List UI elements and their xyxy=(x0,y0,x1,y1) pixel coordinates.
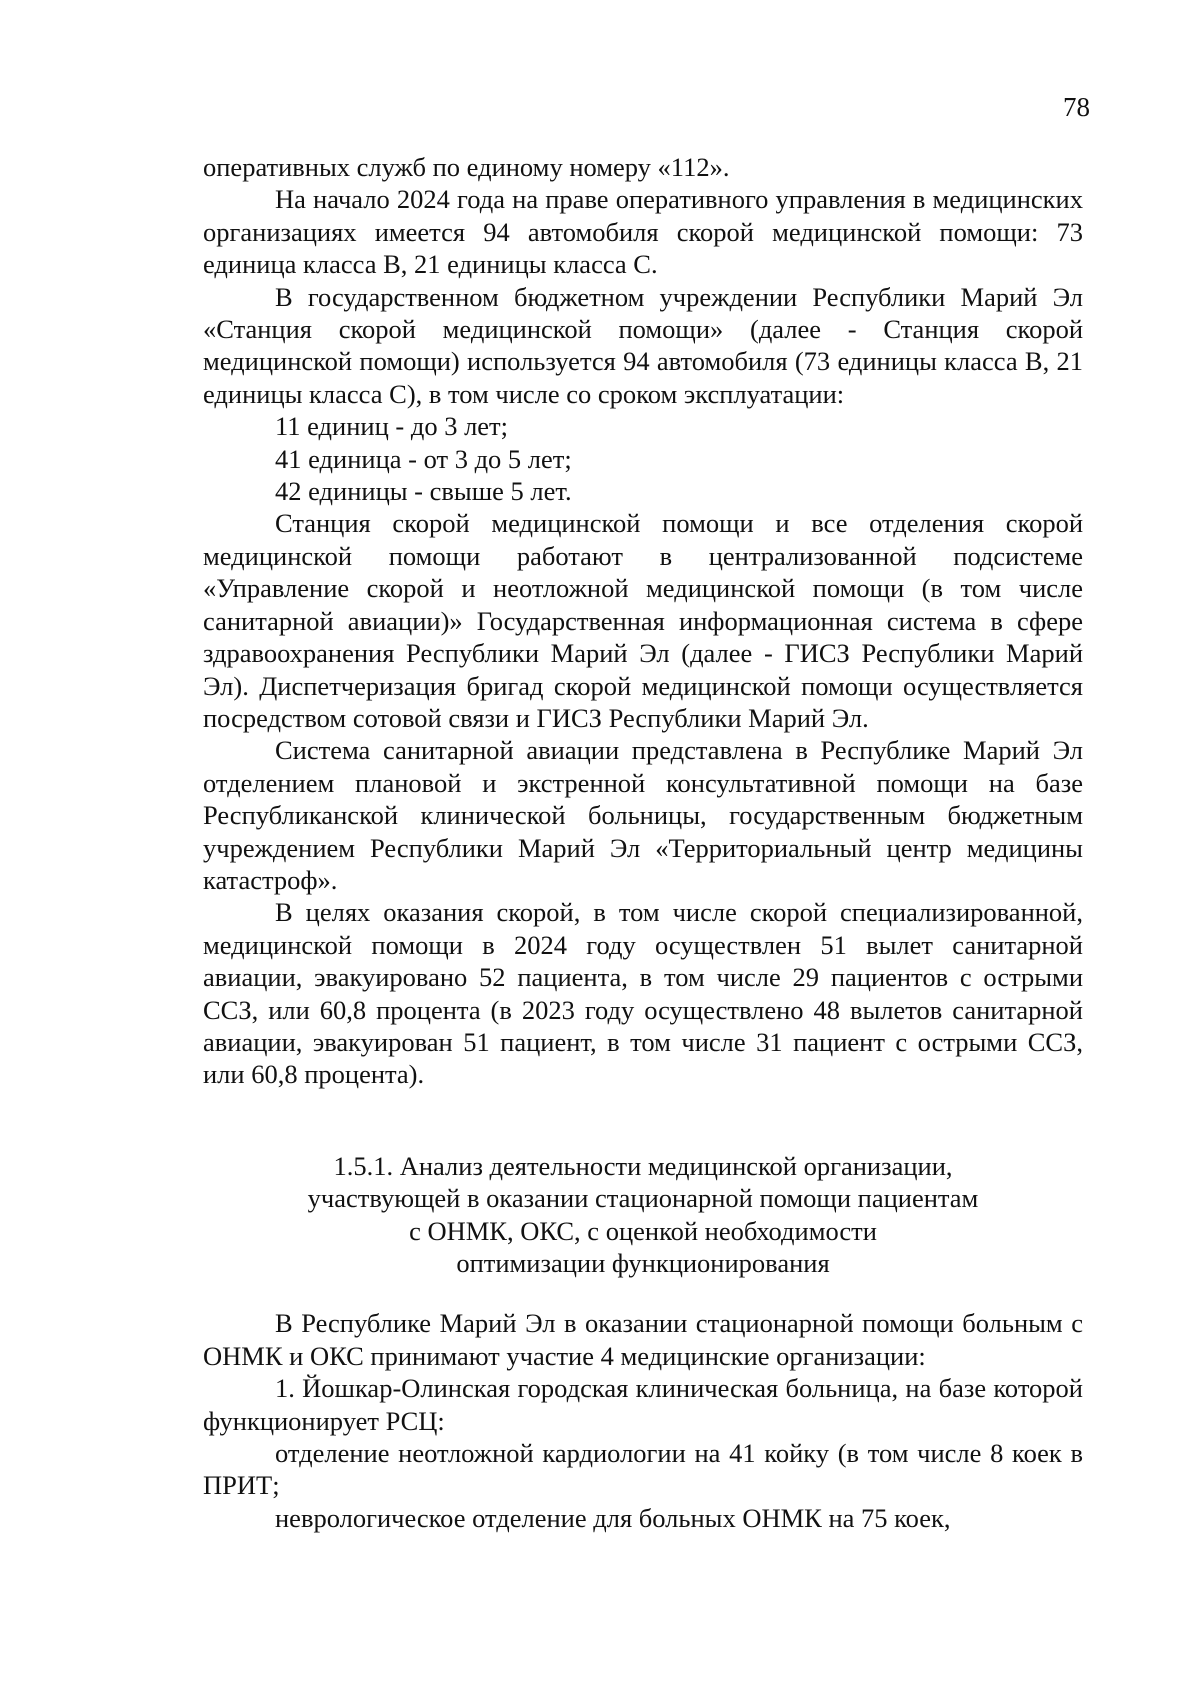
list-item-service-life: 41 единица - от 3 до 5 лет; xyxy=(275,443,572,474)
section-heading-line: оптимизации функционирования xyxy=(456,1248,830,1278)
paragraph-ambulance-station: В государственном бюджетном учреждении Республики Марий Эл «Станция скорой медицинской помощи» (далее - Станция скорой медицинской помощи) используется 94 автомобиля (73 единицы класса B, 21 единицы класса C), в том числе со сроком эксплуатации: xyxy=(203,281,1083,409)
paragraph-sanitary-aviation: Система санитарной авиации представлена в Республике Марий Эл отделением плановой и экстренной консультативной помощи на базе Республиканской клинической больницы, государственным бюджетным учреждением Республики Марий Эл «Территориальный центр медицины катастроф». xyxy=(203,735,1083,895)
section-heading-line: участвующей в оказании стационарной помощи пациентам xyxy=(307,1183,979,1214)
list-item-service-life: 11 единиц - до 3 лет; xyxy=(275,411,509,442)
paragraph-continuation: оперативных служб по единому номеру «112». xyxy=(203,152,730,182)
paragraph-neurology-department: неврологическое отделение для больных ОНМК на 75 коек, xyxy=(275,1502,951,1533)
section-heading-line: 1.5.1. Анализ деятельности медицинской организации, xyxy=(333,1150,953,1181)
page-number: 78 xyxy=(1063,92,1090,122)
paragraph-city-hospital: 1. Йошкар-Олинская городская клиническая больница, на базе которой функционирует РСЦ: xyxy=(203,1373,1083,1436)
paragraph-cardiology-department: отделение неотложной кардиологии на 41 койку (в том числе 8 коек в ПРИТ; xyxy=(203,1438,1083,1501)
paragraph-aviation-statistics: В целях оказания скорой, в том числе скорой специализированной, медицинской помощи в 2024 году осуществлен 51 вылет санитарной авиации, эвакуировано 52 пациента, в том числе 29 пациентов с острыми ССЗ, или 60,8 процента (в 2023 году осуществлено 48 вылетов санитарной авиации, эвакуирован 51 пациент, в том числе 31 пациент с острыми ССЗ, или 60,8 процента). xyxy=(203,897,1083,1090)
section-heading-line: с ОНМК, ОКС, с оценкой необходимости xyxy=(409,1215,877,1246)
paragraph-information-system: Станция скорой медицинской помощи и все отделения скорой медицинской помощи работают в централизованной подсистеме «Управление скорой и неотложной медицинской помощи (в том числе санитарной авиации)» Государственная информационная система в сфере здравоохранения Республики Марий Эл (далее - ГИСЗ Республики Марий Эл). Диспетчеризация бригад скорой медицинской помощи осуществляется посредством сотовой связи и ГИСЗ Республики Марий Эл. xyxy=(203,508,1083,733)
paragraph-organizations: В Республике Марий Эл в оказании стационарной помощи больным с ОНМК и ОКС принимают участие 4 медицинские организации: xyxy=(203,1308,1083,1371)
list-item-service-life: 42 единицы - свыше 5 лет. xyxy=(275,476,572,507)
body-text xyxy=(203,151,1083,1534)
paragraph-ambulance-fleet: На начало 2024 года на праве оперативного управления в медицинских организациях имеется 94 автомобиля скорой медицинской помощи: 73 единица класса B, 21 единицы класса C. xyxy=(203,184,1083,280)
section-heading xyxy=(203,1150,1083,1280)
